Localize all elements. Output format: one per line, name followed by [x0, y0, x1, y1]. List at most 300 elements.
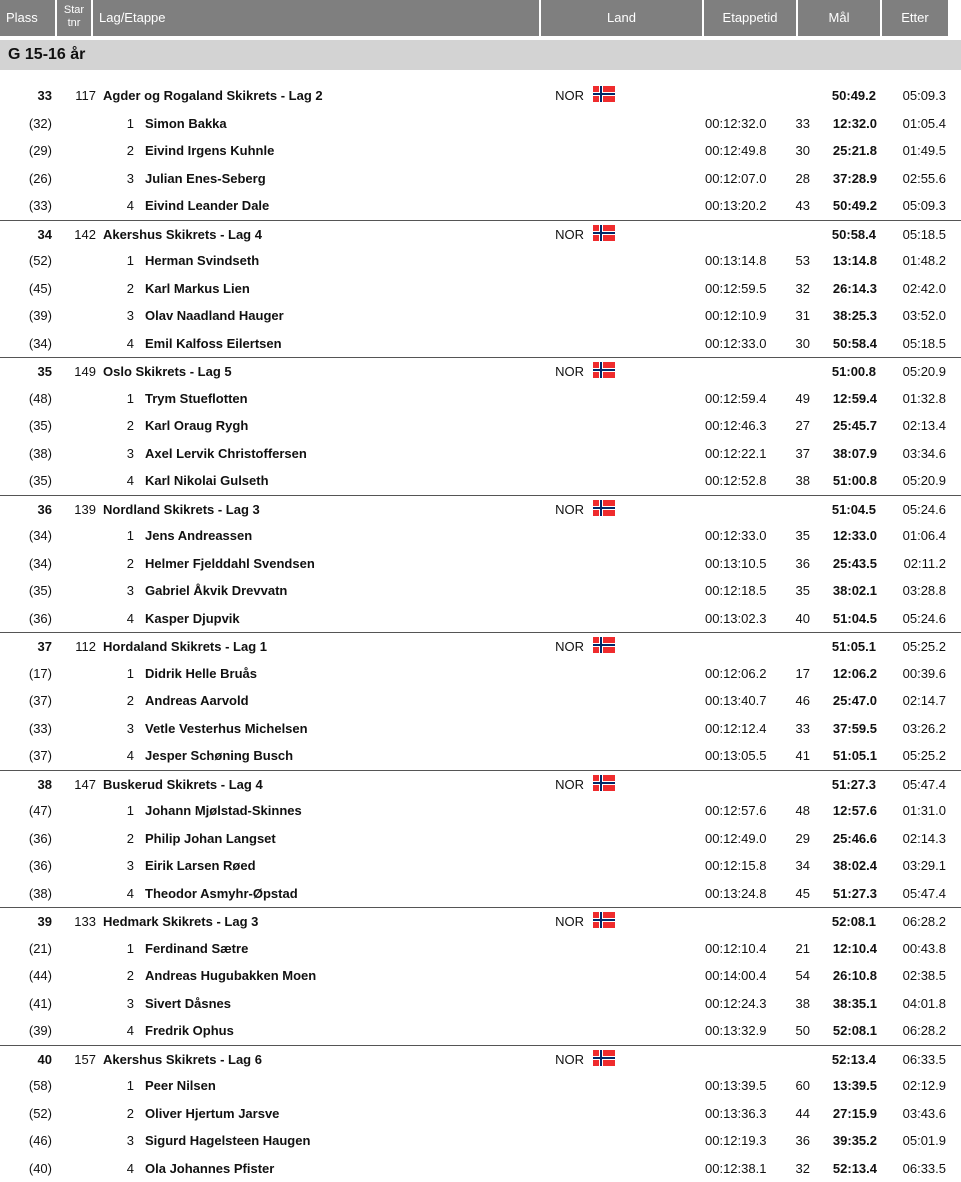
leg-row[interactable] — [0, 275, 961, 303]
team-country: NOR — [546, 1046, 584, 1074]
leg-rank: 17 — [762, 660, 810, 688]
team-country: NOR — [546, 771, 584, 799]
skier-name: Emil Kalfoss Eilertsen — [145, 330, 282, 358]
leg-time: 00:13:36.3 — [705, 1100, 766, 1128]
split-time: 25:47.0 — [808, 687, 877, 715]
leg-behind: 02:11.2 — [876, 550, 946, 578]
skier-name: Peer Nilsen — [145, 1072, 216, 1100]
leg-rank: 43 — [762, 192, 810, 220]
team-row[interactable] — [0, 632, 961, 661]
leg-number: 4 — [58, 1017, 134, 1045]
split-time: 51:00.8 — [808, 467, 877, 495]
skier-name: Gabriel Åkvik Drevvatn — [145, 577, 287, 605]
leg-rank: 21 — [762, 935, 810, 963]
team-bib: 142 — [58, 221, 96, 249]
leg-time: 00:12:33.0 — [705, 330, 766, 358]
leg-place: (58) — [0, 1072, 52, 1100]
leg-rank: 54 — [762, 962, 810, 990]
leg-row[interactable] — [0, 192, 961, 220]
leg-rank: 31 — [762, 302, 810, 330]
team-row[interactable] — [0, 357, 961, 386]
leg-row[interactable] — [0, 797, 961, 825]
team-country: NOR — [546, 496, 584, 524]
leg-behind: 00:39.6 — [876, 660, 946, 688]
leg-place: (44) — [0, 962, 52, 990]
leg-behind: 06:28.2 — [876, 1017, 946, 1045]
skier-name: Julian Enes-Seberg — [145, 165, 266, 193]
split-time: 26:10.8 — [808, 962, 877, 990]
split-time: 38:02.1 — [808, 577, 877, 605]
leg-place: (37) — [0, 687, 52, 715]
leg-behind: 06:33.5 — [876, 1155, 946, 1182]
leg-row[interactable] — [0, 1127, 961, 1155]
leg-number: 4 — [58, 605, 134, 633]
leg-time: 00:12:10.9 — [705, 302, 766, 330]
team-place: 37 — [0, 633, 52, 661]
split-time: 51:27.3 — [808, 880, 877, 908]
col-header-startnr[interactable] — [57, 0, 91, 36]
leg-behind: 04:01.8 — [876, 990, 946, 1018]
leg-rank: 38 — [762, 990, 810, 1018]
leg-place: (36) — [0, 852, 52, 880]
leg-time: 00:13:39.5 — [705, 1072, 766, 1100]
split-time: 25:45.7 — [808, 412, 877, 440]
leg-number: 1 — [58, 385, 134, 413]
split-time: 25:43.5 — [808, 550, 877, 578]
skier-name: Oliver Hjertum Jarsve — [145, 1100, 279, 1128]
split-time: 12:32.0 — [808, 110, 877, 138]
leg-behind: 05:24.6 — [876, 605, 946, 633]
leg-place: (46) — [0, 1127, 52, 1155]
team-bib: 112 — [58, 633, 96, 661]
split-time: 25:46.6 — [808, 825, 877, 853]
table-header — [0, 0, 961, 38]
leg-time: 00:12:22.1 — [705, 440, 766, 468]
team-country: NOR — [546, 358, 584, 386]
leg-behind: 01:48.2 — [876, 247, 946, 275]
col-header-plass[interactable]: Plass — [0, 0, 55, 36]
team-name: Oslo Skikrets - Lag 5 — [103, 358, 232, 386]
leg-row[interactable] — [0, 550, 961, 578]
leg-place: (21) — [0, 935, 52, 963]
leg-number: 2 — [58, 137, 134, 165]
leg-number: 3 — [58, 1127, 134, 1155]
team-bib: 149 — [58, 358, 96, 386]
team-behind: 05:47.4 — [884, 771, 946, 799]
leg-row[interactable] — [0, 330, 961, 358]
team-name: Hedmark Skikrets - Lag 3 — [103, 908, 258, 936]
leg-number: 4 — [58, 880, 134, 908]
leg-time: 00:14:00.4 — [705, 962, 766, 990]
skier-name: Helmer Fjelddahl Svendsen — [145, 550, 315, 578]
split-time: 12:33.0 — [808, 522, 877, 550]
skier-name: Jesper Schøning Busch — [145, 742, 293, 770]
leg-time: 00:12:18.5 — [705, 577, 766, 605]
leg-row[interactable] — [0, 605, 961, 633]
leg-rank: 40 — [762, 605, 810, 633]
leg-time: 00:13:02.3 — [705, 605, 766, 633]
split-time: 51:04.5 — [808, 605, 877, 633]
leg-place: (35) — [0, 577, 52, 605]
leg-row[interactable] — [0, 1017, 961, 1045]
team-row[interactable] — [0, 770, 961, 799]
team-place: 35 — [0, 358, 52, 386]
leg-number: 3 — [58, 715, 134, 743]
skier-name: Herman Svindseth — [145, 247, 259, 275]
split-time: 12:57.6 — [808, 797, 877, 825]
leg-place: (34) — [0, 522, 52, 550]
leg-number: 3 — [58, 852, 134, 880]
leg-rank: 34 — [762, 852, 810, 880]
leg-rank: 49 — [762, 385, 810, 413]
split-time: 12:10.4 — [808, 935, 877, 963]
skier-name: Fredrik Ophus — [145, 1017, 234, 1045]
split-time: 38:07.9 — [808, 440, 877, 468]
team-finish-time: 52:13.4 — [800, 1046, 876, 1074]
leg-time: 00:12:12.4 — [705, 715, 766, 743]
leg-place: (34) — [0, 330, 52, 358]
leg-behind: 03:29.1 — [876, 852, 946, 880]
team-place: 36 — [0, 496, 52, 524]
norway-flag-icon — [593, 500, 615, 516]
skier-name: Andreas Hugubakken Moen — [145, 962, 316, 990]
leg-time: 00:12:07.0 — [705, 165, 766, 193]
team-finish-time: 51:05.1 — [800, 633, 876, 661]
leg-time: 00:12:49.0 — [705, 825, 766, 853]
leg-number: 4 — [58, 1155, 134, 1182]
leg-row[interactable] — [0, 385, 961, 413]
leg-behind: 02:55.6 — [876, 165, 946, 193]
split-time: 26:14.3 — [808, 275, 877, 303]
leg-behind: 03:43.6 — [876, 1100, 946, 1128]
leg-time: 00:12:15.8 — [705, 852, 766, 880]
skier-name: Karl Nikolai Gulseth — [145, 467, 269, 495]
leg-number: 4 — [58, 192, 134, 220]
leg-place: (35) — [0, 467, 52, 495]
norway-flag-icon — [593, 362, 615, 378]
leg-behind: 01:06.4 — [876, 522, 946, 550]
leg-number: 3 — [58, 440, 134, 468]
leg-rank: 60 — [762, 1072, 810, 1100]
team-finish-time: 51:00.8 — [800, 358, 876, 386]
leg-place: (34) — [0, 550, 52, 578]
norway-flag-icon — [593, 225, 615, 241]
team-name: Buskerud Skikrets - Lag 4 — [103, 771, 263, 799]
leg-behind: 03:28.8 — [876, 577, 946, 605]
split-time: 25:21.8 — [808, 137, 877, 165]
skier-name: Axel Lervik Christoffersen — [145, 440, 307, 468]
leg-number: 1 — [58, 660, 134, 688]
leg-rank: 45 — [762, 880, 810, 908]
leg-number: 4 — [58, 330, 134, 358]
split-time: 12:06.2 — [808, 660, 877, 688]
leg-number: 2 — [58, 412, 134, 440]
leg-place: (40) — [0, 1155, 52, 1182]
leg-behind: 05:18.5 — [876, 330, 946, 358]
split-time: 38:35.1 — [808, 990, 877, 1018]
leg-place: (29) — [0, 137, 52, 165]
skier-name: Theodor Asmyhr-Øpstad — [145, 880, 298, 908]
col-header-land[interactable]: Land — [541, 0, 702, 36]
split-time: 38:25.3 — [808, 302, 877, 330]
leg-number: 3 — [58, 577, 134, 605]
leg-rank: 30 — [762, 330, 810, 358]
skier-name: Sivert Dåsnes — [145, 990, 231, 1018]
leg-row[interactable] — [0, 742, 961, 770]
leg-time: 00:13:40.7 — [705, 687, 766, 715]
leg-time: 00:12:59.4 — [705, 385, 766, 413]
skier-name: Karl Oraug Rygh — [145, 412, 248, 440]
leg-place: (41) — [0, 990, 52, 1018]
split-time: 51:05.1 — [808, 742, 877, 770]
team-name: Agder og Rogaland Skikrets - Lag 2 — [103, 82, 323, 110]
leg-time: 00:12:06.2 — [705, 660, 766, 688]
skier-name: Jens Andreassen — [145, 522, 252, 550]
leg-place: (38) — [0, 880, 52, 908]
leg-rank: 38 — [762, 467, 810, 495]
leg-place: (35) — [0, 412, 52, 440]
leg-behind: 02:38.5 — [876, 962, 946, 990]
leg-number: 2 — [58, 825, 134, 853]
split-time: 52:08.1 — [808, 1017, 877, 1045]
leg-place: (37) — [0, 742, 52, 770]
leg-place: (52) — [0, 1100, 52, 1128]
skier-name: Ferdinand Sætre — [145, 935, 248, 963]
leg-place: (39) — [0, 1017, 52, 1045]
leg-rank: 48 — [762, 797, 810, 825]
leg-row[interactable] — [0, 962, 961, 990]
leg-behind: 03:26.2 — [876, 715, 946, 743]
team-row[interactable] — [0, 220, 961, 249]
team-finish-time: 51:04.5 — [800, 496, 876, 524]
leg-place: (48) — [0, 385, 52, 413]
split-time: 13:14.8 — [808, 247, 877, 275]
team-row[interactable] — [0, 495, 961, 524]
team-bib: 133 — [58, 908, 96, 936]
split-time: 37:59.5 — [808, 715, 877, 743]
leg-place: (32) — [0, 110, 52, 138]
leg-place: (26) — [0, 165, 52, 193]
leg-behind: 02:12.9 — [876, 1072, 946, 1100]
leg-row[interactable] — [0, 852, 961, 880]
team-finish-time: 51:27.3 — [800, 771, 876, 799]
leg-behind: 05:09.3 — [876, 192, 946, 220]
team-behind: 05:25.2 — [884, 633, 946, 661]
norway-flag-icon — [593, 775, 615, 791]
leg-rank: 36 — [762, 550, 810, 578]
team-place: 34 — [0, 221, 52, 249]
leg-row[interactable] — [0, 412, 961, 440]
leg-row[interactable] — [0, 715, 961, 743]
leg-behind: 02:14.3 — [876, 825, 946, 853]
team-place: 39 — [0, 908, 52, 936]
norway-flag-icon — [593, 912, 615, 928]
team-row[interactable] — [0, 1045, 961, 1074]
team-name: Akershus Skikrets - Lag 6 — [103, 1046, 262, 1074]
team-name: Hordaland Skikrets - Lag 1 — [103, 633, 267, 661]
leg-rank: 37 — [762, 440, 810, 468]
leg-rank: 46 — [762, 687, 810, 715]
leg-row[interactable] — [0, 247, 961, 275]
leg-rank: 35 — [762, 522, 810, 550]
leg-number: 3 — [58, 165, 134, 193]
skier-name: Sigurd Hagelsteen Haugen — [145, 1127, 310, 1155]
team-behind: 05:18.5 — [884, 221, 946, 249]
split-time: 13:39.5 — [808, 1072, 877, 1100]
leg-time: 00:12:24.3 — [705, 990, 766, 1018]
skier-name: Eirik Larsen Røed — [145, 852, 256, 880]
leg-time: 00:12:33.0 — [705, 522, 766, 550]
team-country: NOR — [546, 633, 584, 661]
leg-time: 00:12:57.6 — [705, 797, 766, 825]
leg-behind: 00:43.8 — [876, 935, 946, 963]
leg-behind: 02:14.7 — [876, 687, 946, 715]
leg-time: 00:13:10.5 — [705, 550, 766, 578]
leg-time: 00:12:46.3 — [705, 412, 766, 440]
leg-number: 4 — [58, 742, 134, 770]
leg-place: (45) — [0, 275, 52, 303]
leg-number: 1 — [58, 522, 134, 550]
leg-row[interactable] — [0, 825, 961, 853]
leg-behind: 01:32.8 — [876, 385, 946, 413]
leg-number: 4 — [58, 467, 134, 495]
skier-name: Karl Markus Lien — [145, 275, 250, 303]
leg-row[interactable] — [0, 935, 961, 963]
norway-flag-icon — [593, 86, 615, 102]
team-behind: 05:09.3 — [884, 82, 946, 110]
skier-name: Philip Johan Langset — [145, 825, 276, 853]
leg-number: 2 — [58, 1100, 134, 1128]
leg-row[interactable] — [0, 687, 961, 715]
leg-row[interactable] — [0, 660, 961, 688]
leg-behind: 05:47.4 — [876, 880, 946, 908]
leg-rank: 53 — [762, 247, 810, 275]
leg-rank: 33 — [762, 715, 810, 743]
split-time: 52:13.4 — [808, 1155, 877, 1182]
team-country: NOR — [546, 82, 584, 110]
col-header-maal[interactable]: Mål — [798, 0, 880, 36]
leg-behind: 02:13.4 — [876, 412, 946, 440]
leg-rank: 30 — [762, 137, 810, 165]
col-header-startnr-line1: Star — [57, 4, 91, 17]
leg-time: 00:12:10.4 — [705, 935, 766, 963]
leg-place: (38) — [0, 440, 52, 468]
leg-behind: 05:20.9 — [876, 467, 946, 495]
leg-rank: 50 — [762, 1017, 810, 1045]
leg-row[interactable] — [0, 1155, 961, 1182]
leg-row[interactable] — [0, 165, 961, 193]
leg-row[interactable] — [0, 577, 961, 605]
split-time: 39:35.2 — [808, 1127, 877, 1155]
leg-row[interactable] — [0, 1072, 961, 1100]
split-time: 50:58.4 — [808, 330, 877, 358]
leg-time: 00:12:52.8 — [705, 467, 766, 495]
team-behind: 05:24.6 — [884, 496, 946, 524]
team-bib: 147 — [58, 771, 96, 799]
skier-name: Eivind Irgens Kuhnle — [145, 137, 274, 165]
team-place: 40 — [0, 1046, 52, 1074]
team-finish-time: 50:49.2 — [800, 82, 876, 110]
col-header-lag[interactable]: Lag/Etappe — [93, 0, 539, 36]
norway-flag-icon — [593, 1050, 615, 1066]
team-place: 33 — [0, 82, 52, 110]
leg-rank: 32 — [762, 275, 810, 303]
leg-time: 00:13:14.8 — [705, 247, 766, 275]
leg-behind: 02:42.0 — [876, 275, 946, 303]
leg-time: 00:13:20.2 — [705, 192, 766, 220]
leg-place: (39) — [0, 302, 52, 330]
team-country: NOR — [546, 908, 584, 936]
leg-row[interactable] — [0, 440, 961, 468]
leg-place: (17) — [0, 660, 52, 688]
team-name: Nordland Skikrets - Lag 3 — [103, 496, 260, 524]
leg-row[interactable] — [0, 467, 961, 495]
leg-place: (36) — [0, 605, 52, 633]
split-time: 12:59.4 — [808, 385, 877, 413]
split-time: 50:49.2 — [808, 192, 877, 220]
category-heading: G 15-16 år — [0, 40, 961, 70]
leg-rank: 32 — [762, 1155, 810, 1182]
leg-number: 2 — [58, 962, 134, 990]
leg-behind: 01:05.4 — [876, 110, 946, 138]
skier-name: Ola Johannes Pfister — [145, 1155, 274, 1182]
skier-name: Olav Naadland Hauger — [145, 302, 284, 330]
skier-name: Johann Mjølstad-Skinnes — [145, 797, 302, 825]
team-finish-time: 50:58.4 — [800, 221, 876, 249]
leg-row[interactable] — [0, 990, 961, 1018]
team-row[interactable] — [0, 907, 961, 936]
skier-name: Kasper Djupvik — [145, 605, 240, 633]
leg-row[interactable] — [0, 880, 961, 908]
leg-rank: 36 — [762, 1127, 810, 1155]
team-bib: 157 — [58, 1046, 96, 1074]
leg-rank: 28 — [762, 165, 810, 193]
team-behind: 06:28.2 — [884, 908, 946, 936]
col-header-etter[interactable]: Etter — [882, 0, 948, 36]
leg-row[interactable] — [0, 522, 961, 550]
leg-number: 2 — [58, 550, 134, 578]
team-bib: 117 — [58, 82, 96, 110]
leg-time: 00:12:19.3 — [705, 1127, 766, 1155]
leg-row[interactable] — [0, 110, 961, 138]
leg-rank: 29 — [762, 825, 810, 853]
skier-name: Andreas Aarvold — [145, 687, 249, 715]
team-finish-time: 52:08.1 — [800, 908, 876, 936]
leg-place: (33) — [0, 192, 52, 220]
leg-time: 00:12:38.1 — [705, 1155, 766, 1182]
leg-row[interactable] — [0, 137, 961, 165]
leg-time: 00:13:05.5 — [705, 742, 766, 770]
col-header-etappetid[interactable]: Etappetid — [704, 0, 796, 36]
team-row[interactable] — [0, 82, 961, 110]
leg-rank: 27 — [762, 412, 810, 440]
leg-number: 1 — [58, 935, 134, 963]
leg-rank: 41 — [762, 742, 810, 770]
leg-number: 3 — [58, 990, 134, 1018]
leg-behind: 05:25.2 — [876, 742, 946, 770]
leg-place: (52) — [0, 247, 52, 275]
leg-behind: 05:01.9 — [876, 1127, 946, 1155]
team-place: 38 — [0, 771, 52, 799]
skier-name: Eivind Leander Dale — [145, 192, 269, 220]
leg-row[interactable] — [0, 302, 961, 330]
leg-time: 00:12:59.5 — [705, 275, 766, 303]
leg-number: 1 — [58, 1072, 134, 1100]
leg-time: 00:12:49.8 — [705, 137, 766, 165]
leg-row[interactable] — [0, 1100, 961, 1128]
col-header-startnr-line2: tnr — [57, 17, 91, 30]
leg-number: 2 — [58, 275, 134, 303]
